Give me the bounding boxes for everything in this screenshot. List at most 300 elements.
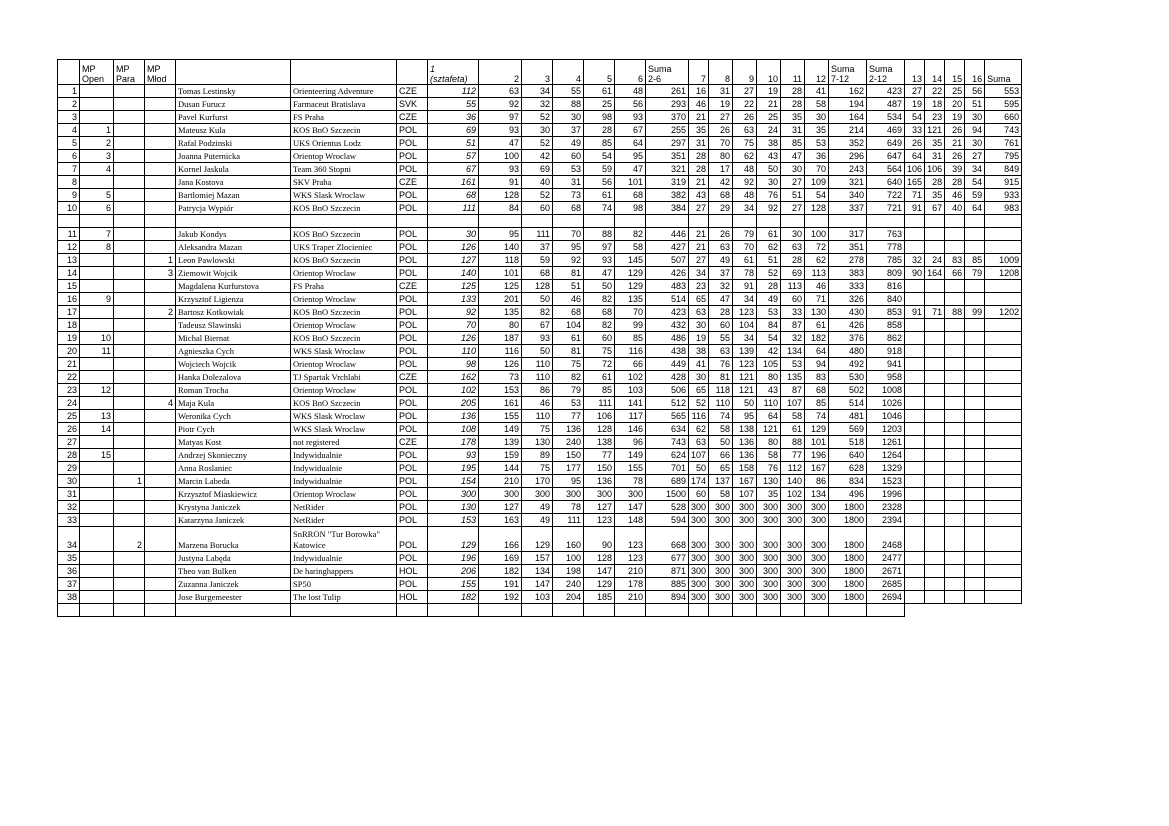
stage-cell: 19 <box>689 332 709 345</box>
mp-para-cell: 1 <box>114 475 145 488</box>
stage-cell: 139 <box>733 345 757 358</box>
empty-cell <box>805 604 829 617</box>
name-cell: Joanna Puternicka <box>176 150 291 163</box>
stage-cell: 33 <box>905 124 925 137</box>
stage-cell: 300 <box>805 501 829 514</box>
empty-cell <box>757 604 781 617</box>
sum-7-12-cell: 337 <box>829 202 867 215</box>
stage-cell: 54 <box>757 332 781 345</box>
stage-cell: 95 <box>479 228 522 241</box>
stage-cell: 94 <box>965 124 985 137</box>
sum-2-12-cell: 2394 <box>867 514 905 527</box>
stage-cell: 110 <box>522 410 553 423</box>
mp-para-cell <box>114 306 145 319</box>
sum-7-12-cell: 317 <box>829 228 867 241</box>
stage-cell: 84 <box>479 202 522 215</box>
stage-1-cell: 195 <box>428 462 479 475</box>
stage-1-cell: 57 <box>428 150 479 163</box>
stage-cell: 51 <box>781 189 805 202</box>
stage-cell: 63 <box>709 241 733 254</box>
name-cell: Pavel Kurfurst <box>176 111 291 124</box>
stage-cell: 300 <box>757 565 781 578</box>
stage-cell: 61 <box>584 189 615 202</box>
stage-cell: 50 <box>733 397 757 410</box>
sum-2-12-cell: 918 <box>867 345 905 358</box>
table-row <box>58 462 1022 475</box>
country-cell: POL <box>397 293 428 306</box>
stage-cell <box>925 358 945 371</box>
mp-open-cell: 1 <box>80 124 114 137</box>
place-cell: 13 <box>58 254 80 267</box>
country-cell: POL <box>397 488 428 501</box>
sum-2-12-cell: 423 <box>867 85 905 98</box>
stage-cell: 22 <box>925 85 945 98</box>
club-cell: SKV Praha <box>291 176 397 189</box>
table-row <box>58 176 1022 189</box>
country-cell: HOL <box>397 565 428 578</box>
stage-cell <box>965 241 985 254</box>
stage-cell: 26 <box>709 228 733 241</box>
header-stage-12: 12 <box>805 60 829 85</box>
stage-cell: 106 <box>584 410 615 423</box>
sum-7-12-cell: 640 <box>829 449 867 462</box>
stage-1-cell: 93 <box>428 449 479 462</box>
empty-cell <box>965 215 985 228</box>
stage-cell: 128 <box>522 280 553 293</box>
stage-cell <box>965 501 985 514</box>
stage-cell: 85 <box>584 137 615 150</box>
stage-cell: 34 <box>733 293 757 306</box>
stage-cell: 138 <box>733 423 757 436</box>
stage-cell <box>905 436 925 449</box>
mp-open-cell <box>80 488 114 501</box>
stage-cell: 68 <box>553 306 584 319</box>
club-cell: KOS BnO Szczecin <box>291 228 397 241</box>
sum-7-12-cell: 376 <box>829 332 867 345</box>
stage-cell: 17 <box>709 163 733 176</box>
stage-cell: 63 <box>479 85 522 98</box>
empty-cell <box>397 215 428 228</box>
stage-cell: 112 <box>781 462 805 475</box>
stage-cell: 52 <box>757 267 781 280</box>
stage-cell <box>905 241 925 254</box>
stage-cell: 191 <box>479 578 522 591</box>
empty-cell <box>80 215 114 228</box>
table-row <box>58 98 1022 111</box>
stage-cell: 76 <box>709 358 733 371</box>
mp-open-cell <box>80 514 114 527</box>
stage-cell: 167 <box>733 475 757 488</box>
stage-cell: 300 <box>689 527 709 552</box>
sum-total-cell <box>985 410 1022 423</box>
table-row <box>58 111 1022 124</box>
stage-cell: 65 <box>709 462 733 475</box>
stage-cell <box>945 527 965 552</box>
stage-cell: 68 <box>553 202 584 215</box>
stage-cell: 86 <box>805 475 829 488</box>
stage-cell: 111 <box>584 397 615 410</box>
stage-cell: 63 <box>709 345 733 358</box>
stage-cell: 145 <box>615 254 646 267</box>
mp-mlod-cell <box>145 436 176 449</box>
stage-cell: 140 <box>479 241 522 254</box>
country-cell: POL <box>397 410 428 423</box>
stage-cell: 59 <box>965 189 985 202</box>
mp-para-cell <box>114 176 145 189</box>
stage-cell: 47 <box>479 137 522 150</box>
sum-2-6-cell: 297 <box>646 137 689 150</box>
stage-cell: 300 <box>805 552 829 565</box>
stage-cell <box>945 475 965 488</box>
stage-cell: 27 <box>689 202 709 215</box>
empty-cell <box>522 604 553 617</box>
mp-para-cell <box>114 345 145 358</box>
stage-cell: 100 <box>805 228 829 241</box>
stage-cell: 121 <box>925 124 945 137</box>
stage-cell: 135 <box>781 371 805 384</box>
stage-cell: 300 <box>757 514 781 527</box>
stage-cell <box>925 501 945 514</box>
stage-cell: 58 <box>805 98 829 111</box>
stage-cell: 34 <box>689 267 709 280</box>
country-cell: POL <box>397 384 428 397</box>
place-cell: 16 <box>58 293 80 306</box>
stage-cell <box>965 332 985 345</box>
stage-cell: 117 <box>615 410 646 423</box>
stage-cell: 50 <box>522 293 553 306</box>
stage-cell <box>905 449 925 462</box>
empty-cell <box>145 215 176 228</box>
stage-cell: 300 <box>689 552 709 565</box>
club-cell: Orientop Wroclaw <box>291 319 397 332</box>
stage-cell: 51 <box>965 98 985 111</box>
club-cell: Orientop Wroclaw <box>291 488 397 501</box>
stage-cell: 60 <box>584 332 615 345</box>
place-cell: 17 <box>58 306 80 319</box>
mp-open-cell <box>80 591 114 604</box>
stage-cell: 88 <box>553 98 584 111</box>
country-cell: POL <box>397 319 428 332</box>
mp-para-cell <box>114 436 145 449</box>
stage-1-cell: 196 <box>428 552 479 565</box>
stage-cell: 130 <box>805 306 829 319</box>
stage-cell: 59 <box>522 254 553 267</box>
stage-cell: 67 <box>522 319 553 332</box>
mp-open-cell: 13 <box>80 410 114 423</box>
stage-cell: 136 <box>553 423 584 436</box>
stage-cell <box>925 293 945 306</box>
sum-2-6-cell: 885 <box>646 578 689 591</box>
sum-2-12-cell: 487 <box>867 98 905 111</box>
stage-cell: 53 <box>805 137 829 150</box>
mp-open-cell: 3 <box>80 150 114 163</box>
sum-7-12-cell: 496 <box>829 488 867 501</box>
stage-cell: 68 <box>584 306 615 319</box>
mp-para-cell <box>114 591 145 604</box>
stage-cell: 26 <box>905 137 925 150</box>
stage-cell: 24 <box>757 124 781 137</box>
mp-para-cell <box>114 228 145 241</box>
sum-2-6-cell: 624 <box>646 449 689 462</box>
stage-1-cell: 126 <box>428 332 479 345</box>
stage-cell: 23 <box>925 111 945 124</box>
stage-1-cell: 205 <box>428 397 479 410</box>
mp-open-cell <box>80 280 114 293</box>
mp-mlod-cell <box>145 410 176 423</box>
header-stage-5: 5 <box>584 60 615 85</box>
stage-cell: 28 <box>925 176 945 189</box>
stage-cell: 187 <box>479 332 522 345</box>
stage-cell: 43 <box>757 150 781 163</box>
sum-7-12-cell: 518 <box>829 436 867 449</box>
stage-cell: 91 <box>733 280 757 293</box>
mp-para-cell <box>114 111 145 124</box>
stage-cell: 300 <box>733 552 757 565</box>
stage-cell: 153 <box>479 384 522 397</box>
stage-cell <box>945 578 965 591</box>
mp-open-cell: 8 <box>80 241 114 254</box>
name-cell: Kornel Jaskula <box>176 163 291 176</box>
stage-cell: 300 <box>615 488 646 501</box>
stage-cell: 27 <box>709 111 733 124</box>
sum-total-cell: 743 <box>985 124 1022 137</box>
mp-para-cell <box>114 150 145 163</box>
stage-cell: 300 <box>709 527 733 552</box>
header-stage-8: 8 <box>709 60 733 85</box>
sum-total-cell <box>985 462 1022 475</box>
stage-cell: 60 <box>522 202 553 215</box>
sum-total-cell <box>985 423 1022 436</box>
stage-cell: 62 <box>757 241 781 254</box>
sum-7-12-cell: 530 <box>829 371 867 384</box>
name-cell: Hanka Dolezalova <box>176 371 291 384</box>
place-cell: 35 <box>58 552 80 565</box>
empty-cell <box>867 215 905 228</box>
country-cell: POL <box>397 501 428 514</box>
stage-cell <box>905 475 925 488</box>
mp-open-cell <box>80 578 114 591</box>
stage-cell <box>925 436 945 449</box>
stage-cell: 100 <box>553 552 584 565</box>
stage-cell: 74 <box>709 410 733 423</box>
mp-para-cell <box>114 462 145 475</box>
header-mp-para: MP Para <box>114 60 145 85</box>
mp-mlod-cell <box>145 449 176 462</box>
place-cell: 11 <box>58 228 80 241</box>
stage-cell: 300 <box>733 565 757 578</box>
stage-cell: 77 <box>781 449 805 462</box>
stage-cell: 19 <box>905 98 925 111</box>
sum-2-6-cell: 370 <box>646 111 689 124</box>
sum-2-12-cell: 722 <box>867 189 905 202</box>
empty-cell <box>176 604 291 617</box>
sum-2-12-cell: 721 <box>867 202 905 215</box>
stage-cell: 49 <box>522 514 553 527</box>
name-cell: Bartlomiej Mazan <box>176 189 291 202</box>
stage-cell: 107 <box>689 449 709 462</box>
sum-total-cell: 660 <box>985 111 1022 124</box>
sum-7-12-cell: 430 <box>829 306 867 319</box>
sum-7-12-cell: 352 <box>829 137 867 150</box>
stage-cell: 92 <box>553 254 584 267</box>
stage-cell: 125 <box>479 280 522 293</box>
stage-1-cell: 161 <box>428 176 479 189</box>
club-cell: WKS Slask Wroclaw <box>291 423 397 436</box>
stage-cell: 47 <box>615 163 646 176</box>
sum-2-6-cell: 446 <box>646 228 689 241</box>
stage-cell: 70 <box>733 241 757 254</box>
stage-cell: 61 <box>584 85 615 98</box>
stage-cell: 123 <box>615 527 646 552</box>
sum-total-cell <box>985 358 1022 371</box>
stage-cell <box>945 501 965 514</box>
stage-cell: 80 <box>757 436 781 449</box>
table-row <box>58 449 1022 462</box>
place-cell: 7 <box>58 163 80 176</box>
table-row <box>58 371 1022 384</box>
stage-cell: 49 <box>709 254 733 267</box>
name-cell: Jose Burgemeester <box>176 591 291 604</box>
stage-cell: 60 <box>553 150 584 163</box>
club-cell: FS Praha <box>291 280 397 293</box>
club-cell: KOS BnO Szczecin <box>291 306 397 319</box>
sum-2-6-cell: 668 <box>646 527 689 552</box>
mp-para-cell <box>114 241 145 254</box>
stage-cell: 37 <box>522 241 553 254</box>
place-cell: 31 <box>58 488 80 501</box>
empty-cell <box>584 604 615 617</box>
header-club <box>291 60 397 85</box>
place-cell: 25 <box>58 410 80 423</box>
stage-cell: 101 <box>615 176 646 189</box>
sum-2-12-cell: 2694 <box>867 591 905 604</box>
sum-total-cell <box>985 475 1022 488</box>
stage-cell: 129 <box>584 578 615 591</box>
stage-cell <box>945 552 965 565</box>
sum-2-12-cell: 469 <box>867 124 905 137</box>
stage-cell <box>965 410 985 423</box>
sum-7-12-cell: 326 <box>829 293 867 306</box>
stage-cell: 93 <box>479 124 522 137</box>
stage-cell: 300 <box>733 514 757 527</box>
stage-cell <box>945 280 965 293</box>
stage-cell <box>905 280 925 293</box>
sum-7-12-cell: 351 <box>829 241 867 254</box>
sum-7-12-cell: 834 <box>829 475 867 488</box>
sum-7-12-cell: 278 <box>829 254 867 267</box>
stage-cell <box>965 228 985 241</box>
mp-open-cell: 6 <box>80 202 114 215</box>
stage-cell: 104 <box>553 319 584 332</box>
stage-cell: 53 <box>757 306 781 319</box>
empty-cell <box>615 215 646 228</box>
table-row <box>58 514 1022 527</box>
stage-cell <box>925 578 945 591</box>
stage-cell <box>905 527 925 552</box>
header-stage-7: 7 <box>689 60 709 85</box>
stage-cell <box>945 565 965 578</box>
stage-cell: 86 <box>522 384 553 397</box>
stage-cell: 75 <box>522 462 553 475</box>
sum-7-12-cell: 1800 <box>829 514 867 527</box>
empty-cell <box>985 215 1022 228</box>
stage-cell: 99 <box>615 319 646 332</box>
stage-cell: 300 <box>709 514 733 527</box>
stage-cell: 300 <box>689 514 709 527</box>
stage-cell: 54 <box>805 189 829 202</box>
place-cell: 5 <box>58 137 80 150</box>
header-stage-1: 1 (sztafeta) <box>428 60 479 85</box>
sum-2-6-cell: 293 <box>646 98 689 111</box>
club-cell: The lost Tulip <box>291 591 397 604</box>
sum-7-12-cell: 214 <box>829 124 867 137</box>
stage-cell: 16 <box>689 85 709 98</box>
stage-cell: 67 <box>615 124 646 137</box>
stage-cell: 20 <box>945 98 965 111</box>
stage-cell: 79 <box>965 267 985 280</box>
stage-cell: 74 <box>805 410 829 423</box>
empty-cell <box>80 604 114 617</box>
stage-cell: 149 <box>479 423 522 436</box>
stage-cell: 68 <box>805 384 829 397</box>
place-cell: 33 <box>58 514 80 527</box>
stage-1-cell: 162 <box>428 371 479 384</box>
stage-cell: 80 <box>479 319 522 332</box>
stage-cell: 166 <box>479 527 522 552</box>
sum-7-12-cell: 321 <box>829 176 867 189</box>
sum-2-6-cell: 514 <box>646 293 689 306</box>
stage-cell: 121 <box>733 384 757 397</box>
stage-cell: 76 <box>757 462 781 475</box>
sum-2-6-cell: 483 <box>646 280 689 293</box>
name-cell: Justyna Labęda <box>176 552 291 565</box>
sum-7-12-cell: 502 <box>829 384 867 397</box>
place-cell: 22 <box>58 371 80 384</box>
mp-open-cell <box>80 462 114 475</box>
header-sum-total: Suma <box>985 60 1022 85</box>
empty-cell <box>291 604 397 617</box>
country-cell: CZE <box>397 85 428 98</box>
stage-cell: 42 <box>709 176 733 189</box>
stage-cell: 40 <box>945 202 965 215</box>
stage-cell: 109 <box>805 176 829 189</box>
sum-total-cell: 1009 <box>985 254 1022 267</box>
mp-mlod-cell <box>145 578 176 591</box>
stage-cell: 21 <box>945 137 965 150</box>
stage-cell: 30 <box>805 111 829 124</box>
sum-total-cell <box>985 501 1022 514</box>
country-cell: SVK <box>397 98 428 111</box>
stage-1-cell: 125 <box>428 280 479 293</box>
stage-cell <box>905 319 925 332</box>
country-cell: POL <box>397 527 428 552</box>
stage-cell: 92 <box>733 176 757 189</box>
sum-total-cell: 1202 <box>985 306 1022 319</box>
place-cell: 38 <box>58 591 80 604</box>
empty-cell <box>584 215 615 228</box>
stage-1-cell: 98 <box>428 358 479 371</box>
sum-7-12-cell: 1800 <box>829 552 867 565</box>
empty-cell <box>905 215 925 228</box>
stage-cell: 129 <box>522 527 553 552</box>
header-mp-open: MP Open <box>80 60 114 85</box>
stage-cell: 49 <box>553 137 584 150</box>
stage-cell: 95 <box>553 475 584 488</box>
stage-cell: 163 <box>479 514 522 527</box>
country-cell: POL <box>397 514 428 527</box>
stage-cell: 204 <box>553 591 584 604</box>
stage-cell: 113 <box>805 267 829 280</box>
